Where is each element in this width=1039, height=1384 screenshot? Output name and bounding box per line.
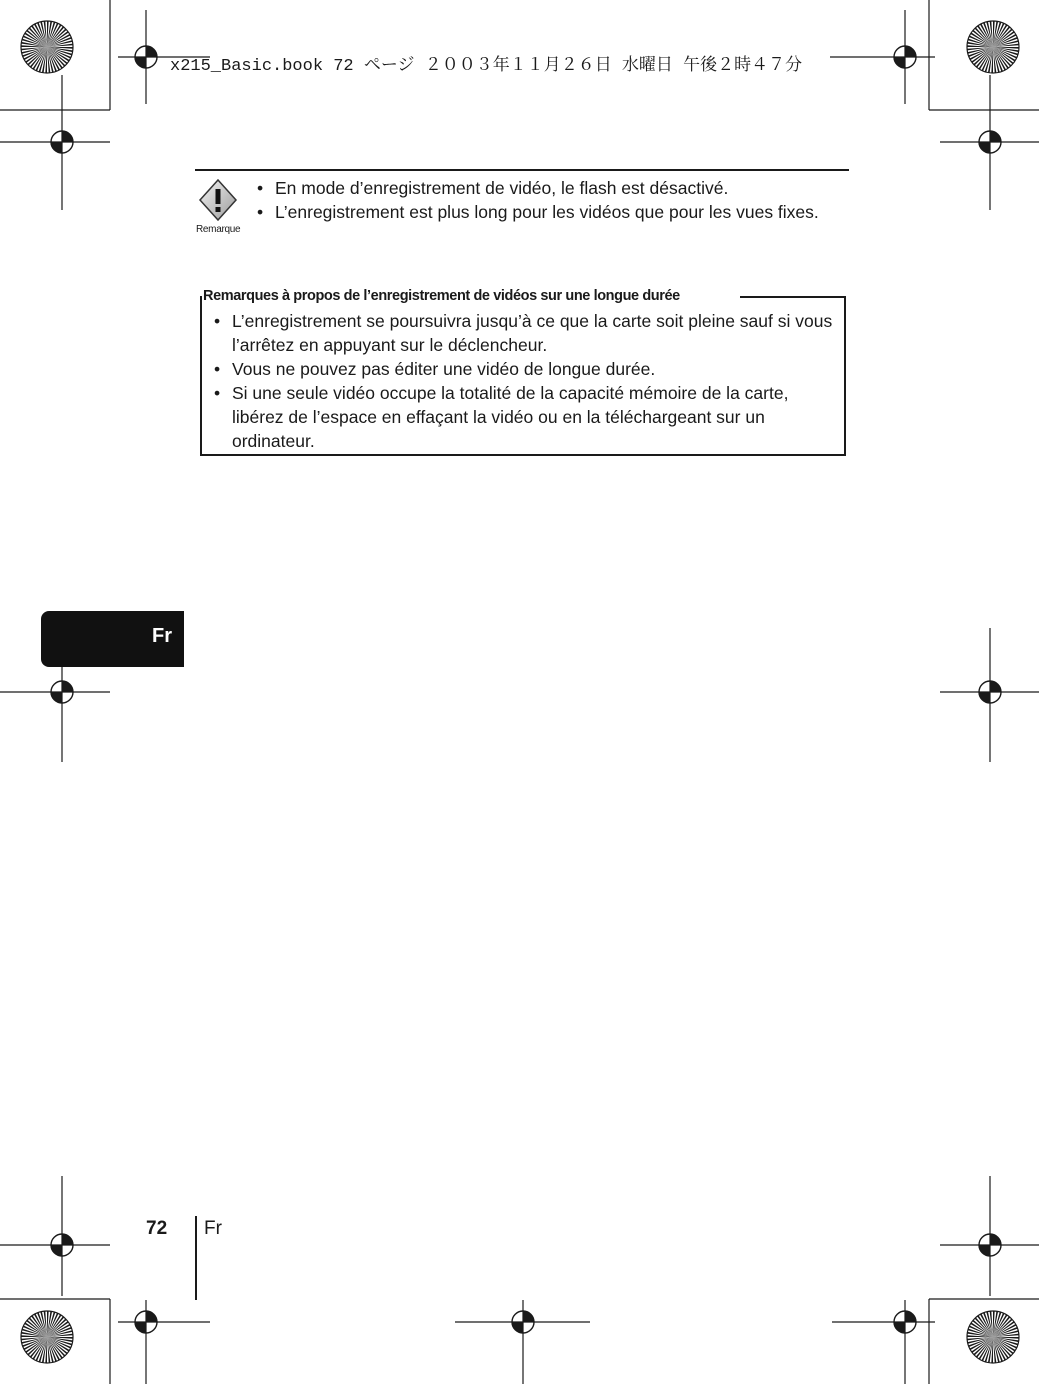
remarks-item-text: Si une seule vidéo occupe la totalité de la capacité mémoire de la carte, libérez de l’espace en effaçant la vidéo ou en la téléchargeant sur un ordinateur. [232, 383, 789, 451]
language-tab [41, 611, 184, 667]
registration-mark-quad [62, 681, 73, 692]
registration-mark-quad [135, 57, 146, 68]
registration-mark-quad [146, 46, 157, 57]
note-item-text: En mode d’enregistrement de vidéo, le flash est désactivé. [275, 178, 729, 198]
list-item [212, 357, 837, 381]
registration-mark-quad [990, 131, 1001, 142]
remarks-box-title: Remarques à propos de l’enregistrement de vidéos sur une longue durée [203, 287, 686, 305]
registration-mark-quad [523, 1311, 534, 1322]
registration-mark-quad [979, 1245, 990, 1256]
page-language: Fr [204, 1218, 222, 1239]
note-top-rule [195, 169, 849, 171]
registration-mark-quad [51, 1245, 62, 1256]
registration-mark-quad [512, 1322, 523, 1333]
registration-mark-quad [979, 142, 990, 153]
registration-mark-quad [990, 681, 1001, 692]
language-tab-label: Fr [152, 625, 172, 647]
note-list [255, 176, 845, 224]
registration-mark-quad [905, 1311, 916, 1322]
registration-mark-quad [62, 131, 73, 142]
remarks-box-top-rule [740, 296, 846, 298]
registration-mark-quad [51, 142, 62, 153]
list-item [255, 176, 845, 200]
registration-mark-quad [146, 1311, 157, 1322]
remarks-item-text: L’enregistrement se poursuivra jusqu’à ce que la carte soit pleine sauf si vous l’arrêtez en appuyant sur le déclencheur. [232, 311, 833, 355]
warning-diamond-icon [198, 178, 238, 222]
bullet: • [257, 178, 264, 198]
list-item [212, 309, 837, 357]
list-item [255, 200, 845, 224]
note-label: Remarque [196, 224, 241, 235]
print-slug-line: x215_Basic.book 72 ページ ２００３年１１月２６日 水曜日 午後２時４７分 [170, 57, 803, 76]
bullet: • [214, 383, 221, 403]
registration-mark-quad [979, 692, 990, 703]
bullet: • [257, 202, 264, 222]
list-item [212, 381, 837, 453]
registration-mark-quad [135, 1322, 146, 1333]
bullet: • [214, 359, 221, 379]
registration-mark-quad [990, 1234, 1001, 1245]
registration-mark-quad [62, 1234, 73, 1245]
registration-mark-quad [894, 1322, 905, 1333]
bullet: • [214, 311, 221, 331]
note-icon-group [196, 178, 241, 244]
note-item-text: L’enregistrement est plus long pour les vidéos que pour les vues fixes. [275, 202, 819, 222]
remarks-list [212, 309, 837, 453]
page-number: 72 [146, 1218, 168, 1239]
registration-mark-quad [51, 692, 62, 703]
remarks-item-text: Vous ne pouvez pas éditer une vidéo de longue durée. [232, 359, 656, 379]
folio-divider [195, 1216, 197, 1300]
